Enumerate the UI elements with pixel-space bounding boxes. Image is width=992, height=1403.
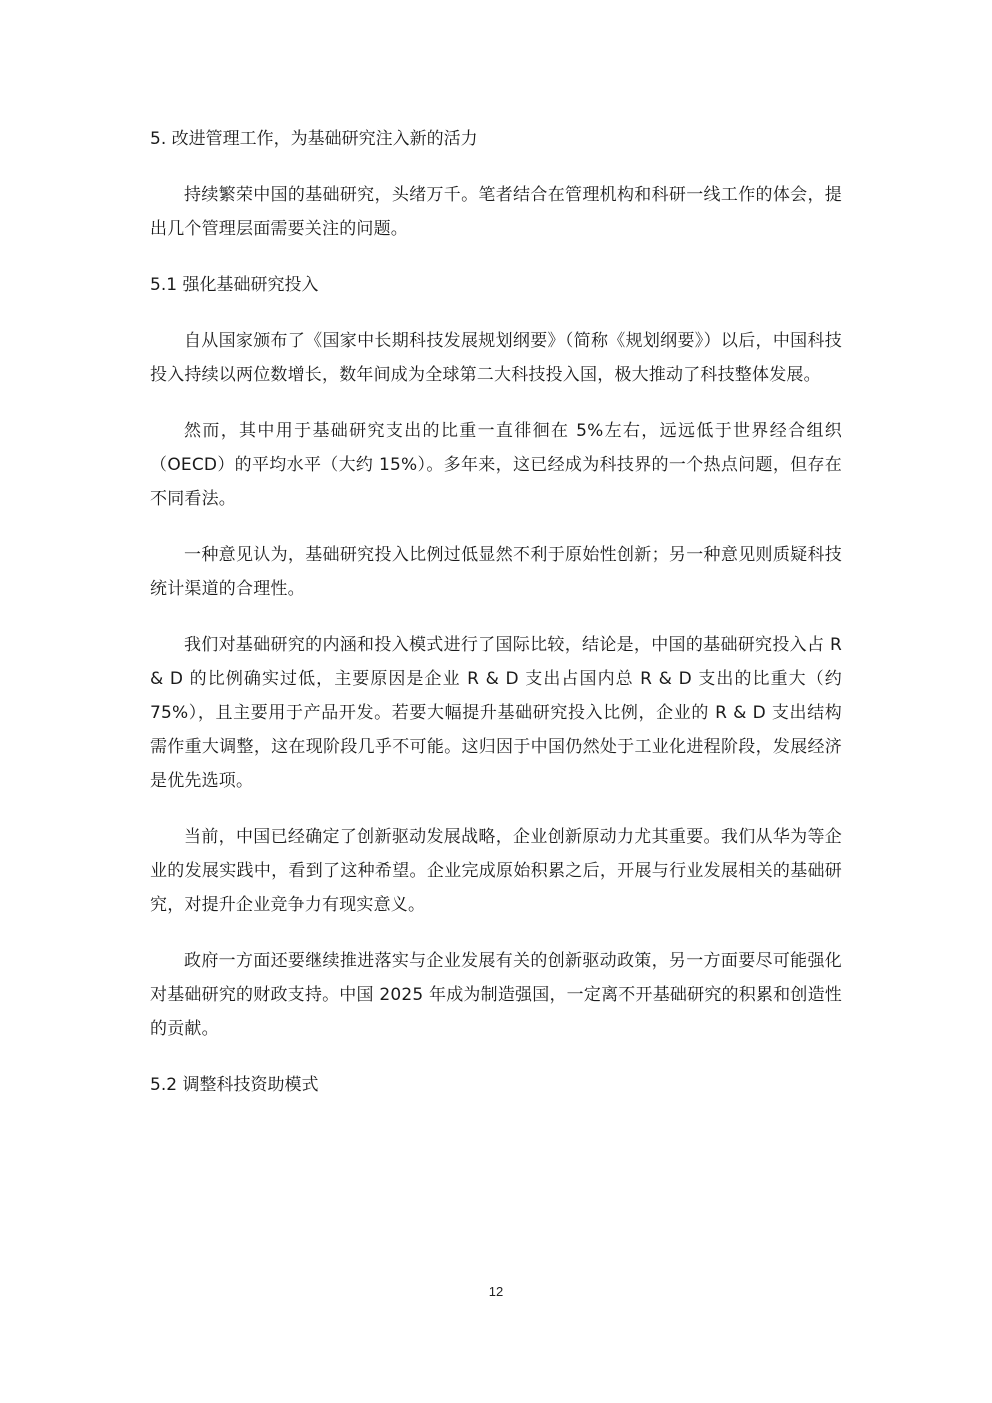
paragraph-innovation-strategy: 当前，中国已经确定了创新驱动发展战略，企业创新原动力尤其重要。我们从华为等企业的发展实践中，看到了这种希望。企业完成原始积累之后，开展与行业发展相关的基础研究，对提升企业竞争力有现实意义。 [150,827,842,915]
paragraph-opinions: 一种意见认为，基础研究投入比例过低显然不利于原始性创新；另一种意见则质疑科技统计渠道的合理性。 [150,545,842,599]
section-5-1-heading: 5.1 强化基础研究投入 [150,275,319,295]
paragraph-international-comparison: 我们对基础研究的内涵和投入模式进行了国际比较，结论是，中国的基础研究投入占 R & D 的比例确实过低，主要原因是企业 R & D 支出占国内总 R & D 支出的比重大（约 75%），且主要用于产品开发。若要大幅提升基础研究投入比例，企业的 R & D 支出结构需作重大调整，这在现阶段几乎不可能。这归因于中国仍然处于工业化进程阶段，发展经济是优先选项。 [150,635,842,791]
paragraph-planning-outline: 自从国家颁布了《国家中长期科技发展规划纲要》（简称《规划纲要》）以后，中国科技投入持续以两位数增长，数年间成为全球第二大科技投入国，极大推动了科技整体发展。 [150,331,842,385]
intro-paragraph: 持续繁荣中国的基础研究，头绪万千。笔者结合在管理机构和科研一线工作的体会，提出几个管理层面需要关注的问题。 [150,185,842,239]
page-content [150,122,842,1124]
paragraph-government-support: 政府一方面还要继续推进落实与企业发展有关的创新驱动政策，另一方面要尽可能强化对基础研究的财政支持。中国 2025 年成为制造强国，一定离不开基础研究的积累和创造性的贡献。 [150,951,842,1039]
section-5-heading: 5. 改进管理工作，为基础研究注入新的活力 [150,129,478,149]
section-5-2-heading: 5.2 调整科技资助模式 [150,1075,319,1095]
paragraph-basic-research-share: 然而，其中用于基础研究支出的比重一直徘徊在 5%左右，远远低于世界经合组织（OECD）的平均水平（大约 15%）。多年来，这已经成为科技界的一个热点问题，但存在不同看法。 [150,421,842,509]
page-number: 12 [488,1284,504,1299]
